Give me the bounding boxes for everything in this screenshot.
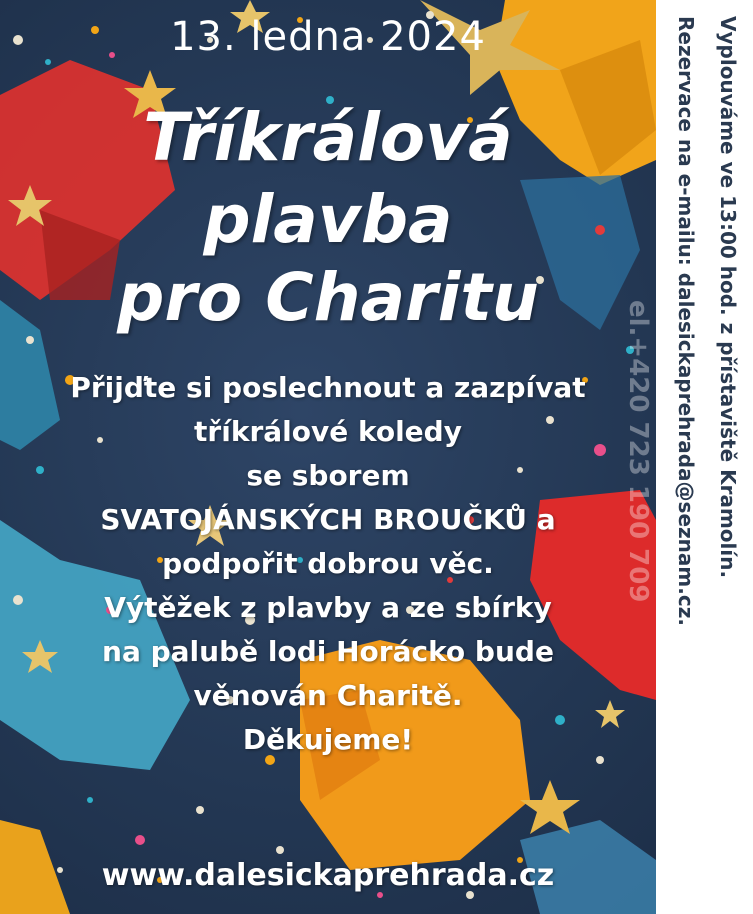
body-line-8: věnován Charitě. <box>193 679 463 712</box>
side-info-panel <box>656 0 753 914</box>
title-line-1: Tříkrálová <box>143 99 513 176</box>
reservation-email[interactable]: Rezervace na e-mailu: dalesickaprehrada@seznam.cz. <box>674 16 698 626</box>
gold-star-3 <box>520 780 580 834</box>
title-line-2: plavba <box>203 181 453 258</box>
departure-info: Vyplouváme ve 13:00 hod. z přístaviště Kramolín. <box>716 16 740 579</box>
body-line-5: podpořit dobrou věc. <box>162 547 494 580</box>
body-line-7: na palubě lodi Horácko bude <box>102 635 554 668</box>
title-line-3: pro Charitu <box>117 259 539 336</box>
body-line-9: Děkujeme! <box>242 723 414 756</box>
body-line-2: tříkrálové koledy <box>194 415 462 448</box>
body-line-4: SVATOJÁNSKÝCH BROUČKŮ a <box>100 503 556 536</box>
website-link[interactable]: www.dalesickaprehrada.cz <box>101 858 555 893</box>
body-line-3: se sborem <box>246 459 410 492</box>
event-date: 13. ledna 2024 <box>170 14 486 60</box>
phone-number-partial: el.+420 723 190 709 <box>623 300 653 603</box>
body-line-6: Výtěžek z plavby a ze sbírky <box>104 591 552 624</box>
invitation-text <box>0 366 656 762</box>
body-line-1: Přijďte si poslechnout a zazpívat <box>70 371 586 404</box>
